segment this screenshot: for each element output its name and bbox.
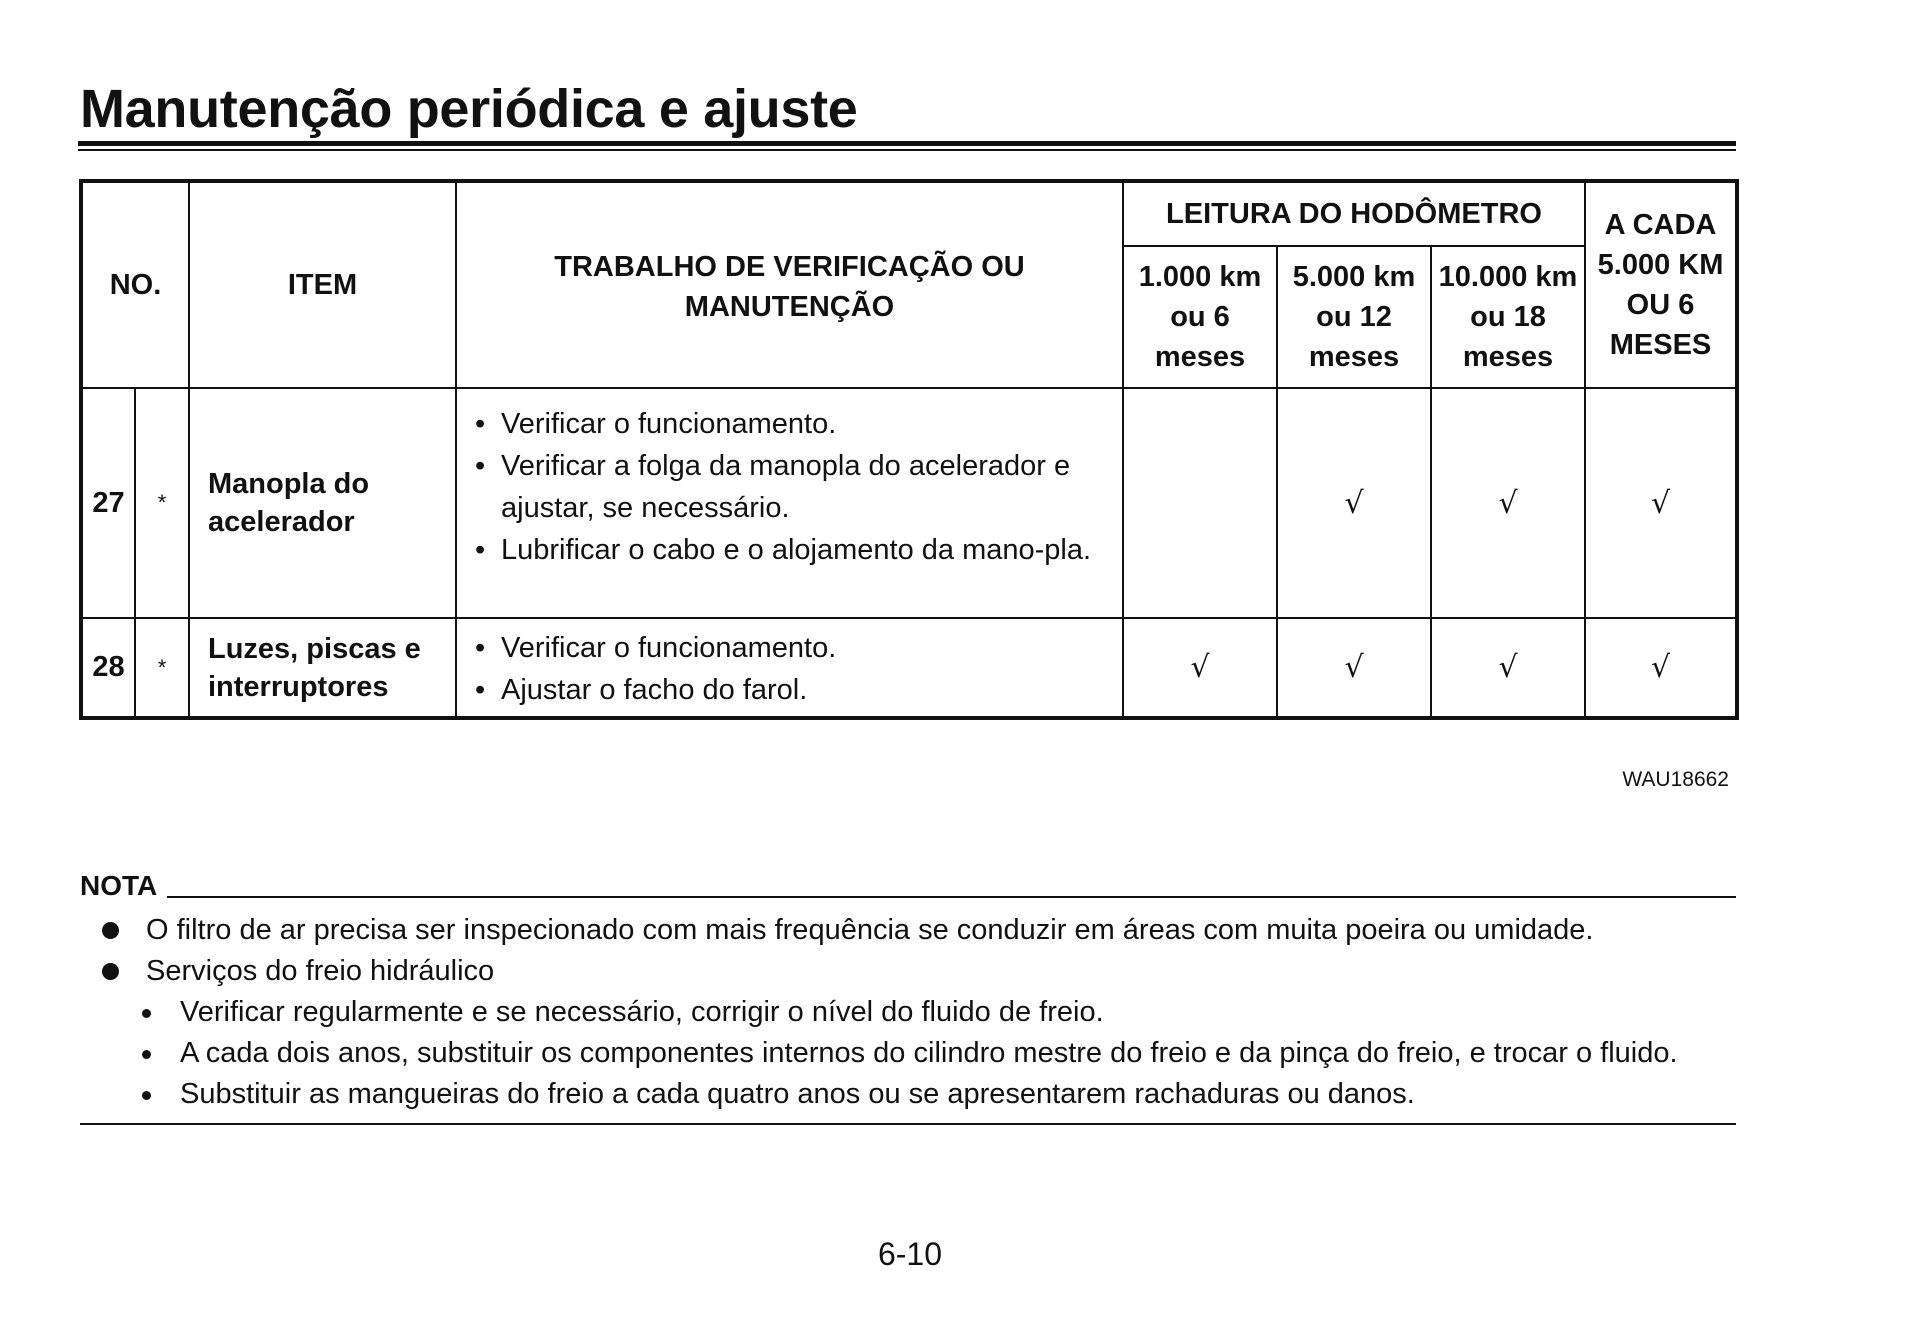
check-odo-1: √ [1123, 618, 1277, 718]
page-title: Manutenção periódica e ajuste [80, 79, 858, 139]
note-section [80, 870, 1736, 1115]
row-mark: * [135, 388, 189, 618]
header-odo-1-text: 1.000 km ou 6 meses [1138, 261, 1262, 373]
note-rule [167, 896, 1736, 898]
work-step: • Verificar a folga da manopla do acelerador e ajustar, se necessário. [473, 445, 1112, 529]
bullet-icon [102, 922, 119, 939]
row-work [456, 618, 1123, 718]
header-work-text: TRABALHO DE VERIFICAÇÃO OU MANUTENÇÃO [554, 251, 1025, 323]
header-work [456, 181, 1123, 388]
title-rule [78, 141, 1736, 146]
table-row [81, 388, 1737, 618]
header-odo-2 [1277, 246, 1431, 388]
header-odo-2-text: 5.000 km ou 12 meses [1292, 261, 1416, 373]
note-item [80, 951, 1736, 992]
check-odo-1 [1123, 388, 1277, 618]
note-sub-item [80, 1074, 1736, 1115]
header-odometer: LEITURA DO HODÔMETRO [1123, 181, 1585, 246]
work-step: • Verificar o funcionamento. [473, 627, 1112, 669]
row-number: 28 [81, 618, 135, 718]
table-row [81, 618, 1737, 718]
note-sub-text: Substituir as mangueiras do freio a cada quatro anos ou se apresentarem rachaduras ou danos. [180, 1078, 1415, 1110]
check-each: √ [1585, 618, 1737, 718]
work-step: • Lubrificar o cabo e o alojamento da mano-pla. [473, 529, 1112, 571]
note-list [80, 910, 1736, 992]
work-step: • Verificar o funcionamento. [473, 403, 1112, 445]
header-item: ITEM [189, 181, 456, 388]
row-item: Luzes, piscas e interruptores [189, 618, 456, 718]
header-odo-3-text: 10.000 km ou 18 meses [1438, 261, 1578, 373]
note-text: O filtro de ar precisa ser inspecionado com mais frequência se conduzir em áreas com muita poeira ou umidade. [146, 914, 1594, 946]
note-sub-text: A cada dois anos, substituir os componentes internos do cilindro mestre do freio e da pinça do freio, e trocar o fluido. [180, 1037, 1678, 1069]
check-odo-3: √ [1431, 388, 1585, 618]
page-number: 6-10 [877, 1236, 943, 1272]
header-odo-1 [1123, 246, 1277, 388]
note-sub-item [80, 992, 1736, 1033]
note-text: Serviços do freio hidráulico [146, 955, 495, 987]
note-sub-list [80, 992, 1736, 1115]
header-odo-3 [1431, 246, 1585, 388]
small-bullet-icon [142, 1091, 151, 1100]
note-header [80, 870, 1736, 902]
check-each: √ [1585, 388, 1737, 618]
work-step: • Ajustar o facho do farol. [473, 669, 1112, 711]
maintenance-table [79, 179, 1739, 720]
small-bullet-icon [142, 1050, 151, 1059]
header-each [1585, 181, 1737, 388]
check-odo-2: √ [1277, 388, 1431, 618]
header-no: NO. [81, 181, 189, 388]
title-rule-thin [78, 149, 1736, 151]
check-odo-2: √ [1277, 618, 1431, 718]
header-each-text: A CADA 5.000 KM OU 6 MESES [1597, 209, 1724, 361]
note-item [80, 910, 1736, 951]
row-item: Manopla do acelerador [189, 388, 456, 618]
note-bottom-rule [80, 1123, 1736, 1125]
row-mark: * [135, 618, 189, 718]
row-work [456, 388, 1123, 618]
row-number: 27 [81, 388, 135, 618]
bullet-icon [102, 963, 119, 980]
small-bullet-icon [142, 1009, 151, 1018]
note-sub-item [80, 1033, 1736, 1074]
note-label: NOTA [80, 870, 158, 901]
check-odo-3: √ [1431, 618, 1585, 718]
note-sub-text: Verificar regularmente e se necessário, corrigir o nível do fluido de freio. [180, 996, 1104, 1028]
document-code: WAU18662 [1622, 768, 1729, 791]
